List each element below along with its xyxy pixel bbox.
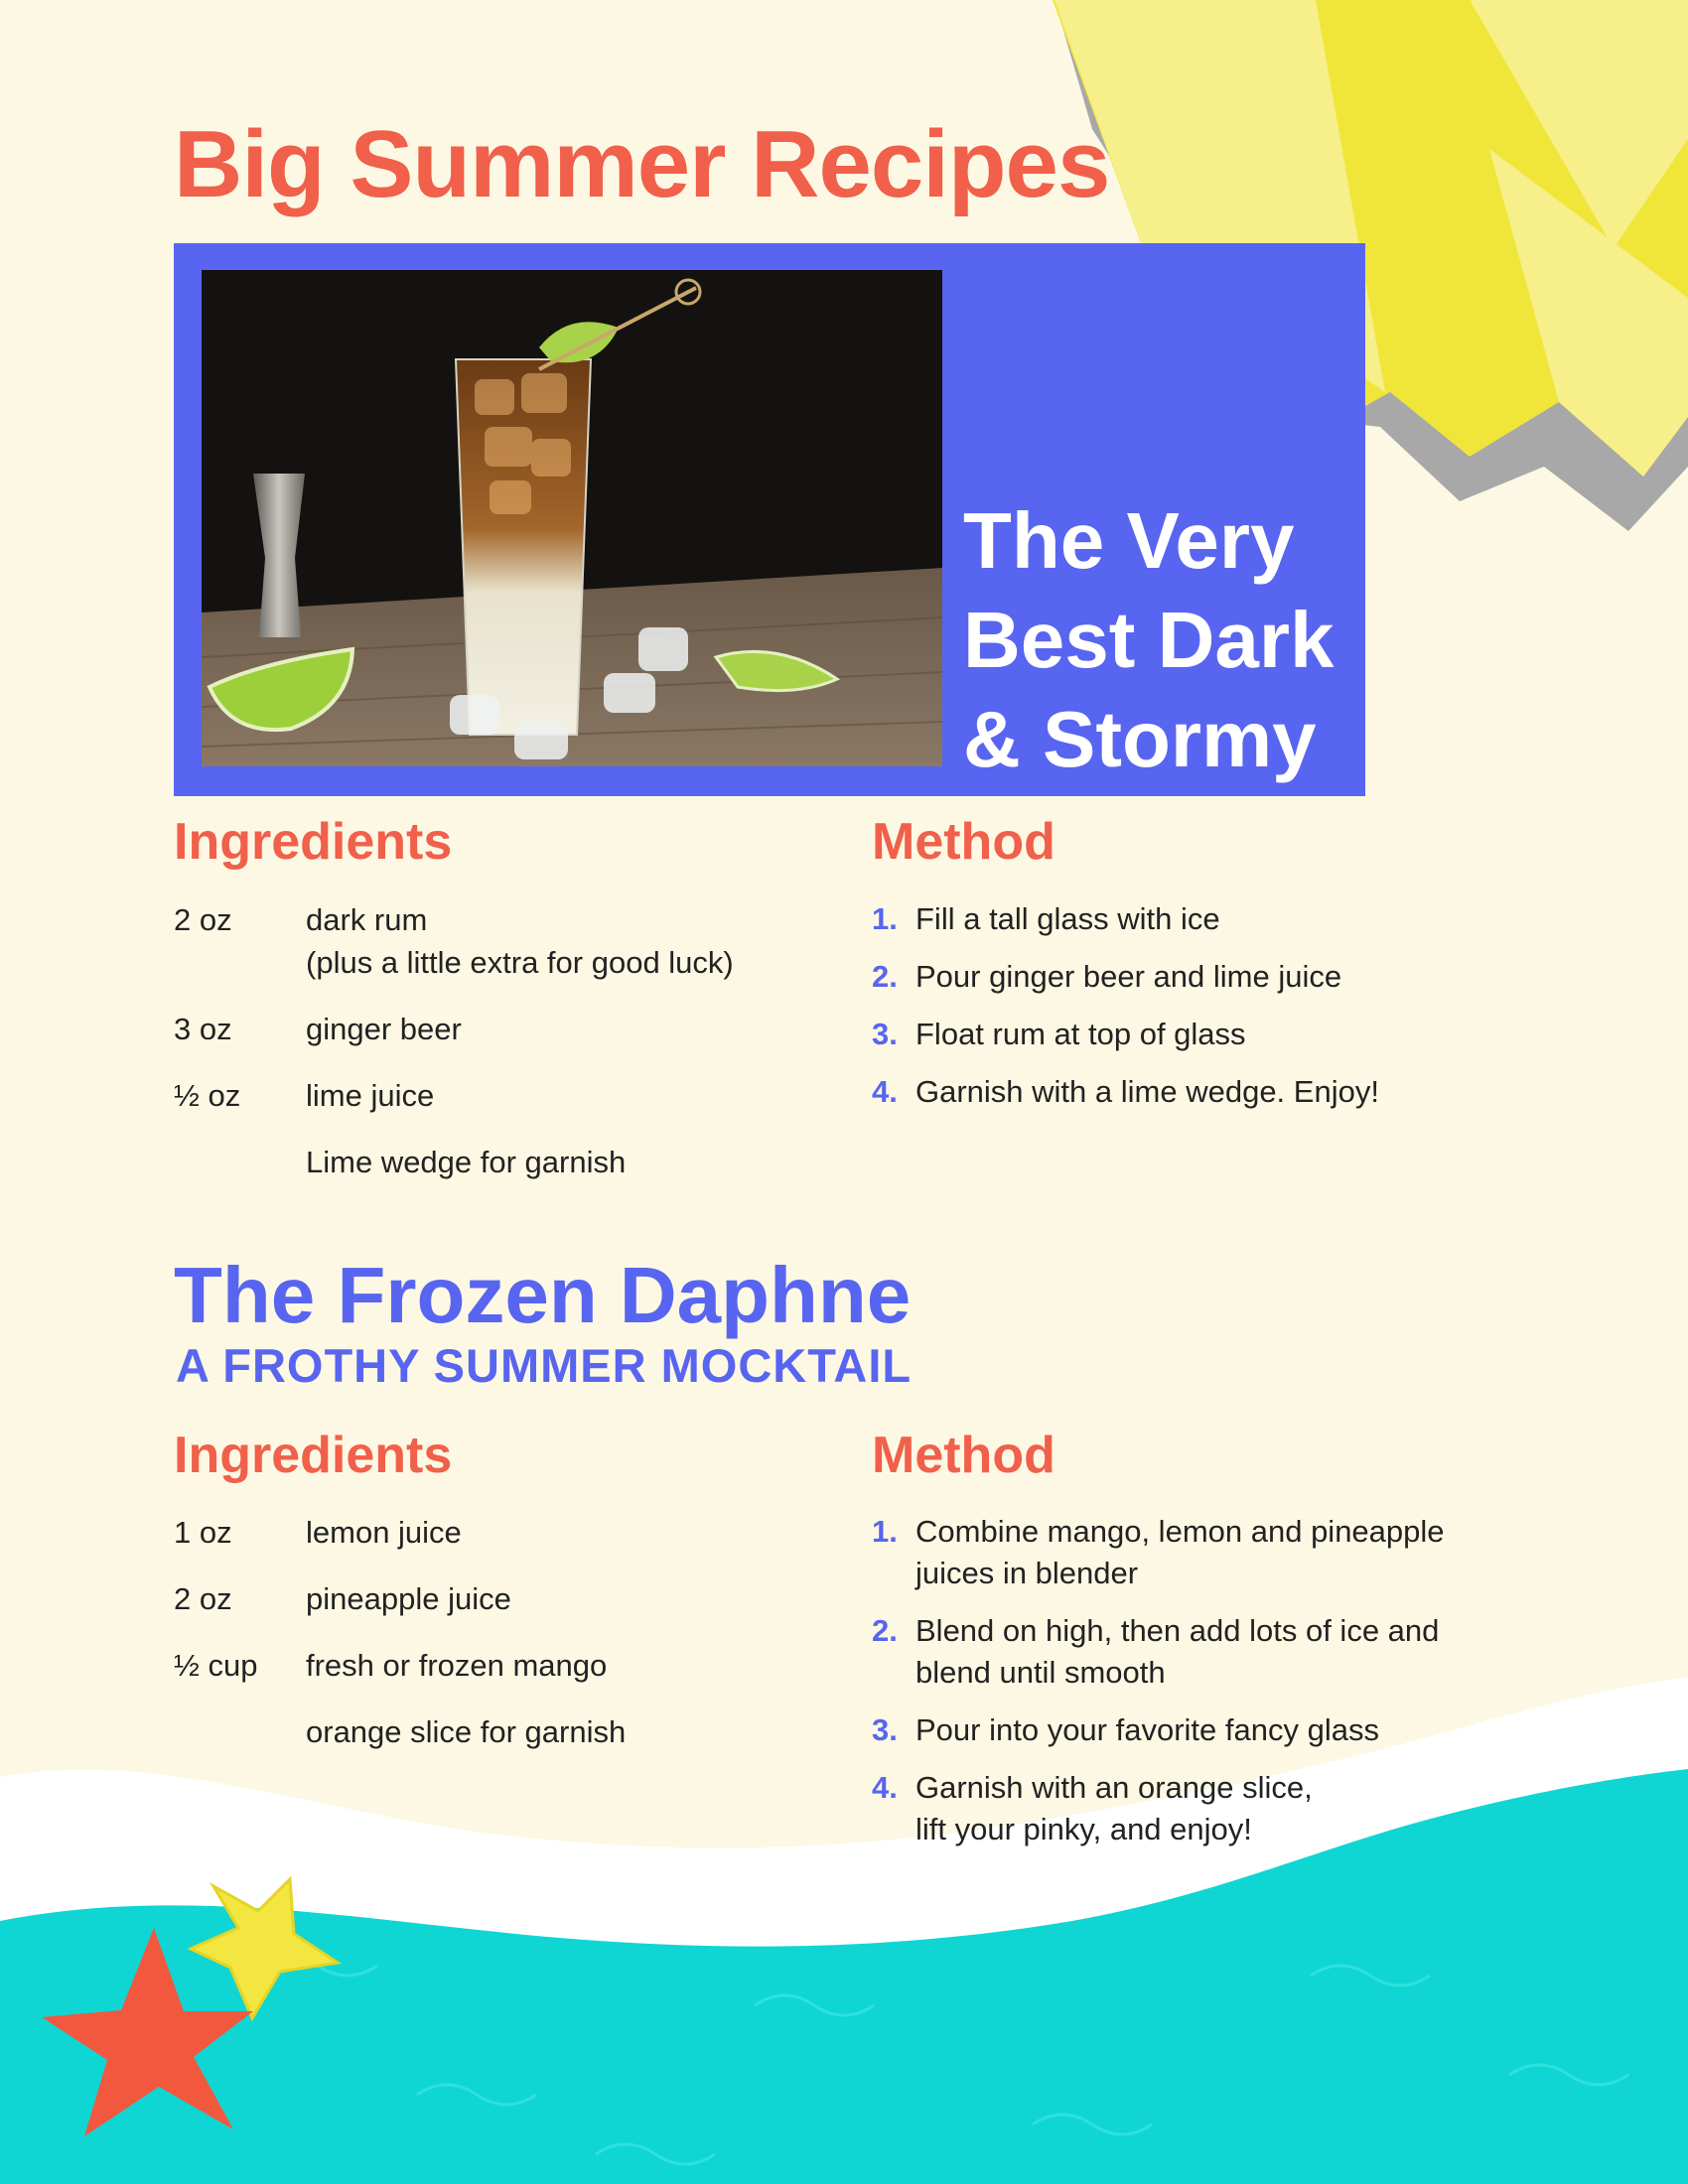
ingredient-name-line: pineapple juice (306, 1581, 511, 1616)
ingredient-name-line: orange slice for garnish (306, 1714, 627, 1749)
ingredient-qty: 1 oz (174, 1515, 232, 1550)
ingredient-row (174, 1141, 819, 1183)
step-text (915, 898, 1487, 940)
step-text (915, 1511, 1487, 1594)
step-text-line: Garnish with a lime wedge. Enjoy! (915, 1074, 1379, 1109)
method-step (872, 1071, 1487, 1113)
ingredient-name (306, 898, 819, 984)
ingredient-name-line: ginger beer (306, 1012, 462, 1046)
method-step (872, 956, 1487, 998)
ingredient-qty: ½ oz (174, 1078, 241, 1113)
ingredient-name (306, 1141, 819, 1183)
step-number: 1. (872, 901, 898, 936)
method-step (872, 1767, 1487, 1850)
recipe1-ingredients-heading: Ingredients (174, 813, 453, 871)
recipe1-method-list (872, 898, 1487, 1129)
cocktail-photo (202, 270, 942, 766)
ingredient-name-line: dark rum (306, 902, 428, 937)
step-text-line: juices in blender (915, 1556, 1139, 1590)
step-number: 2. (872, 1613, 898, 1648)
step-number: 3. (872, 1017, 898, 1051)
ingredient-name (306, 1511, 819, 1554)
step-text (915, 1709, 1487, 1751)
recipe1-ingredients-list (174, 898, 819, 1207)
step-text-line: Pour into your favorite fancy glass (915, 1712, 1379, 1747)
recipe1-title-line: The Very (963, 496, 1295, 585)
ingredient-row (174, 1644, 819, 1687)
recipe2-title: The Frozen Daphne (174, 1251, 912, 1339)
ingredient-name-line: lemon juice (306, 1515, 462, 1550)
method-step (872, 1709, 1487, 1751)
ingredient-qty: 2 oz (174, 902, 232, 937)
step-text (915, 1610, 1487, 1694)
ingredient-name (306, 1008, 819, 1050)
ingredient-qty (174, 1710, 306, 1753)
step-number: 2. (872, 959, 898, 994)
ingredient-qty: ½ cup (174, 1648, 258, 1683)
ingredient-row (174, 1074, 819, 1117)
recipe2-method-heading: Method (872, 1427, 1055, 1484)
method-step (872, 898, 1487, 940)
step-text-line: lift your pinky, and enjoy! (915, 1812, 1252, 1846)
recipe1-title (963, 491, 1360, 789)
recipe2-subtitle: A FROTHY SUMMER MOCKTAIL (176, 1339, 913, 1392)
glass (456, 359, 591, 735)
step-number: 3. (872, 1712, 898, 1747)
step-text-line: Garnish with an orange slice, (915, 1770, 1313, 1805)
ingredient-row (174, 1511, 819, 1554)
step-text (915, 1014, 1487, 1055)
recipe2-method-list (872, 1511, 1487, 1866)
ingredient-row (174, 1710, 819, 1753)
ingredient-name (306, 1577, 819, 1620)
step-number: 4. (872, 1074, 898, 1109)
method-step (872, 1014, 1487, 1055)
ingredient-row (174, 898, 819, 984)
ingredient-qty: 3 oz (174, 1012, 232, 1046)
ingredient-row (174, 1577, 819, 1620)
recipe2-ingredients-heading: Ingredients (174, 1427, 453, 1484)
ingredient-row (174, 1008, 819, 1050)
step-number: 4. (872, 1770, 898, 1805)
ingredient-qty: 2 oz (174, 1581, 232, 1616)
recipe1-title-line: Best Dark (963, 596, 1335, 684)
page-title: Big Summer Recipes (174, 111, 1110, 217)
ingredient-name (306, 1074, 819, 1117)
recipe1-title-line: & Stormy (963, 695, 1317, 783)
ingredient-qty (174, 1141, 306, 1183)
ingredient-name-line: fresh or frozen mango (306, 1648, 608, 1683)
step-text-line: Fill a tall glass with ice (915, 901, 1220, 936)
method-step (872, 1511, 1487, 1594)
ingredient-name-line: lime juice (306, 1078, 435, 1113)
step-text-line: blend until smooth (915, 1655, 1166, 1690)
method-step (872, 1610, 1487, 1694)
step-text-line: Combine mango, lemon and pineapple (915, 1514, 1445, 1549)
step-text-line: Pour ginger beer and lime juice (915, 959, 1342, 994)
ingredient-name (306, 1710, 819, 1753)
ingredient-name (306, 1644, 819, 1687)
ingredient-note-line: (plus a little extra for good luck) (306, 945, 734, 980)
step-text-line: Blend on high, then add lots of ice and (915, 1613, 1440, 1648)
step-text (915, 1767, 1487, 1850)
step-text-line: Float rum at top of glass (915, 1017, 1246, 1051)
recipe1-method-heading: Method (872, 813, 1055, 871)
ingredient-name-line: Lime wedge for garnish (306, 1145, 627, 1179)
step-number: 1. (872, 1514, 898, 1549)
step-text (915, 956, 1487, 998)
step-text (915, 1071, 1487, 1113)
recipe2-ingredients-list (174, 1511, 819, 1777)
